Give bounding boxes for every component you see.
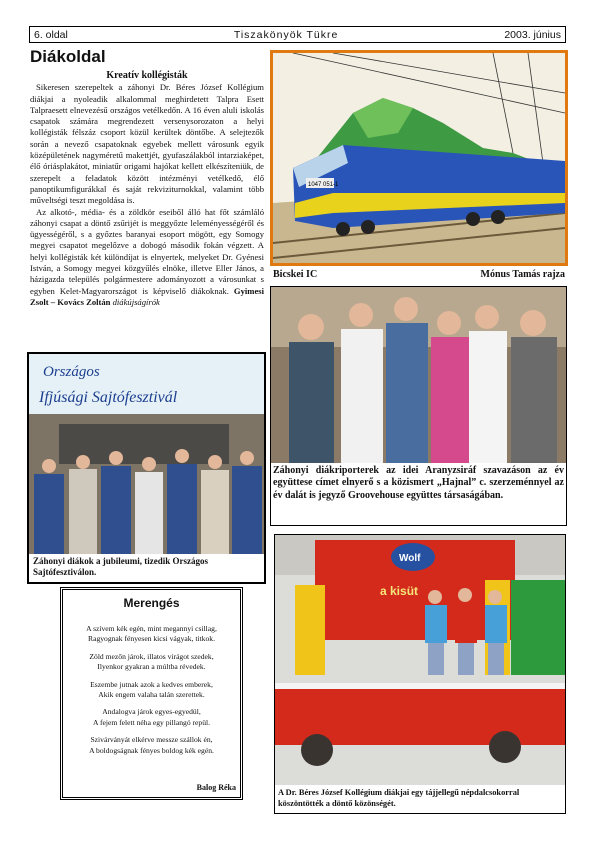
poem-line: A fejem felett néha egy pillangó repül.	[92, 717, 211, 727]
poem-stanza	[64, 624, 239, 645]
festival-photo	[27, 352, 266, 584]
stage-photo	[274, 534, 566, 814]
poem-stanza	[64, 652, 239, 673]
group-photo-image	[271, 287, 566, 463]
article-paragraph	[30, 207, 264, 309]
festival-photo-caption: Záhonyi diákok a jubileumi, tizedik Országos Sajtófesztiválon.	[33, 556, 209, 577]
poem-title: Merengés	[123, 596, 180, 610]
train-drawing-art	[273, 53, 565, 263]
group-photo-caption: Záhonyi diákriporterek az idei Aranyzsiráf szavazáson az év együttese címet elnyerő s a közismert „Hajnal” c. szerzeménnyel az év dalát is jegyző Groovehouse együttes társaságában.	[273, 465, 564, 501]
poem-stanza	[64, 680, 239, 701]
poem-line: Ragyognak fényesen kicsi vágyak, titkok.	[88, 634, 215, 644]
poem-line: Szivárványát elkérve messze szállok én,	[90, 735, 213, 745]
poem-line: Akik engem valaha talán szerettek.	[98, 690, 205, 700]
poem-line: Ilyenkor gyakran a múltba révedek.	[97, 662, 206, 672]
poem-line: A szívem kék egén, mint megannyi csillag,	[86, 624, 217, 633]
poem-line: A boldogságnak fényes boldog kék egén.	[89, 745, 214, 755]
train-number: 1047 051-1	[308, 182, 339, 188]
train-drawing	[270, 50, 568, 266]
issue-date: 2003. június	[504, 28, 561, 41]
drawing-caption-credit: Mónus Tamás rajza	[480, 269, 565, 280]
page-header	[29, 26, 566, 43]
drawing-caption	[273, 269, 565, 280]
stage-photo-image	[275, 535, 565, 785]
stage-photo-caption: A Dr. Béres József Kollégium diákjai egy tájjellegű népdalcsokorral köszöntötték a döntő közönségét.	[278, 788, 520, 808]
drawing-caption-title: Bicskei IC	[273, 269, 318, 280]
poem-line: Eszembe jutnak azok a kedves emberek,	[90, 679, 213, 689]
section-title: Diákoldal	[30, 47, 106, 66]
poem-body	[64, 624, 239, 763]
festival-banner-line1: Országos	[43, 364, 100, 380]
article-paragraph: Sikeresen szerepeltek a záhonyi Dr. Béres József Kollégium diákjai a nyoleadik alkalommal meghirdetett Talpra Esett Talpraesett elnevezésű országos vetélkedőn. A 16 éven aluli iskolás csapatok számára megrendezett versenysorozaton a helyi kollégisták félszáz csoport közül kerültek döntőbe. A selejtezők során a nevező csapatoknak egyebek mellett városunk egyik középületének nagyméretű makettjét, gyufaszálakból intarziaképet, élő óriásplakátot, miniatűr origami hajókat kellett elkészíteniük, de szerepelt a feladatok között intézményi vetélkedő, élő panoptikumfigurákkal és saját rekviziturnokkal, valamint több műveltségi teszt megoldása is.	[30, 82, 264, 206]
stage-banner-text: a kisüt	[380, 584, 419, 598]
article	[30, 70, 264, 308]
festival-banner-line2: Ifjúsági Sajtófesztivál	[39, 389, 178, 406]
poem-line: Zöld mezőn járok, illatos virágot szedek,	[89, 651, 214, 661]
wolf-logo-text: Wolf	[399, 553, 421, 564]
byline-role: diákújságírók	[112, 296, 160, 307]
festival-photo-image	[29, 354, 264, 554]
page-number: 6. oldal	[34, 28, 68, 41]
publication-title: Tiszakönyök Tükre	[233, 28, 339, 41]
article-title: Kreatív kollégisták	[106, 70, 188, 81]
article-paragraph-text: Az alkotó-, média- és a zöldkör eseiből álló hat főt számláló záhonyi csapat a döntő zsűrijét is meggyőzte leleményességéről és ügyességéről, s a győztes baranyai esoport mögött, egy Somogy megyei csapatot megelőzve a dobogó második fokán végzett. A helyi kollégisták két különdíjat is elnyertek, melyeket Dr. Gyénesi István, a Somogy megyei közgyűlés elnöke, illetve Eller János, a házigazda település polgármestere adományozott a városunkat s egyben Kelet-Magyarországot is képviselő diákoknak.	[30, 206, 264, 296]
poem-line: Andalogva járok egyes-egyedül,	[102, 707, 201, 717]
poem-stanza	[64, 707, 239, 728]
poem-author: Balog Réka	[196, 783, 236, 792]
article-byline: Gyimesi Zsolt – Kovács Zoltán	[30, 285, 264, 307]
poem-stanza	[64, 735, 239, 756]
